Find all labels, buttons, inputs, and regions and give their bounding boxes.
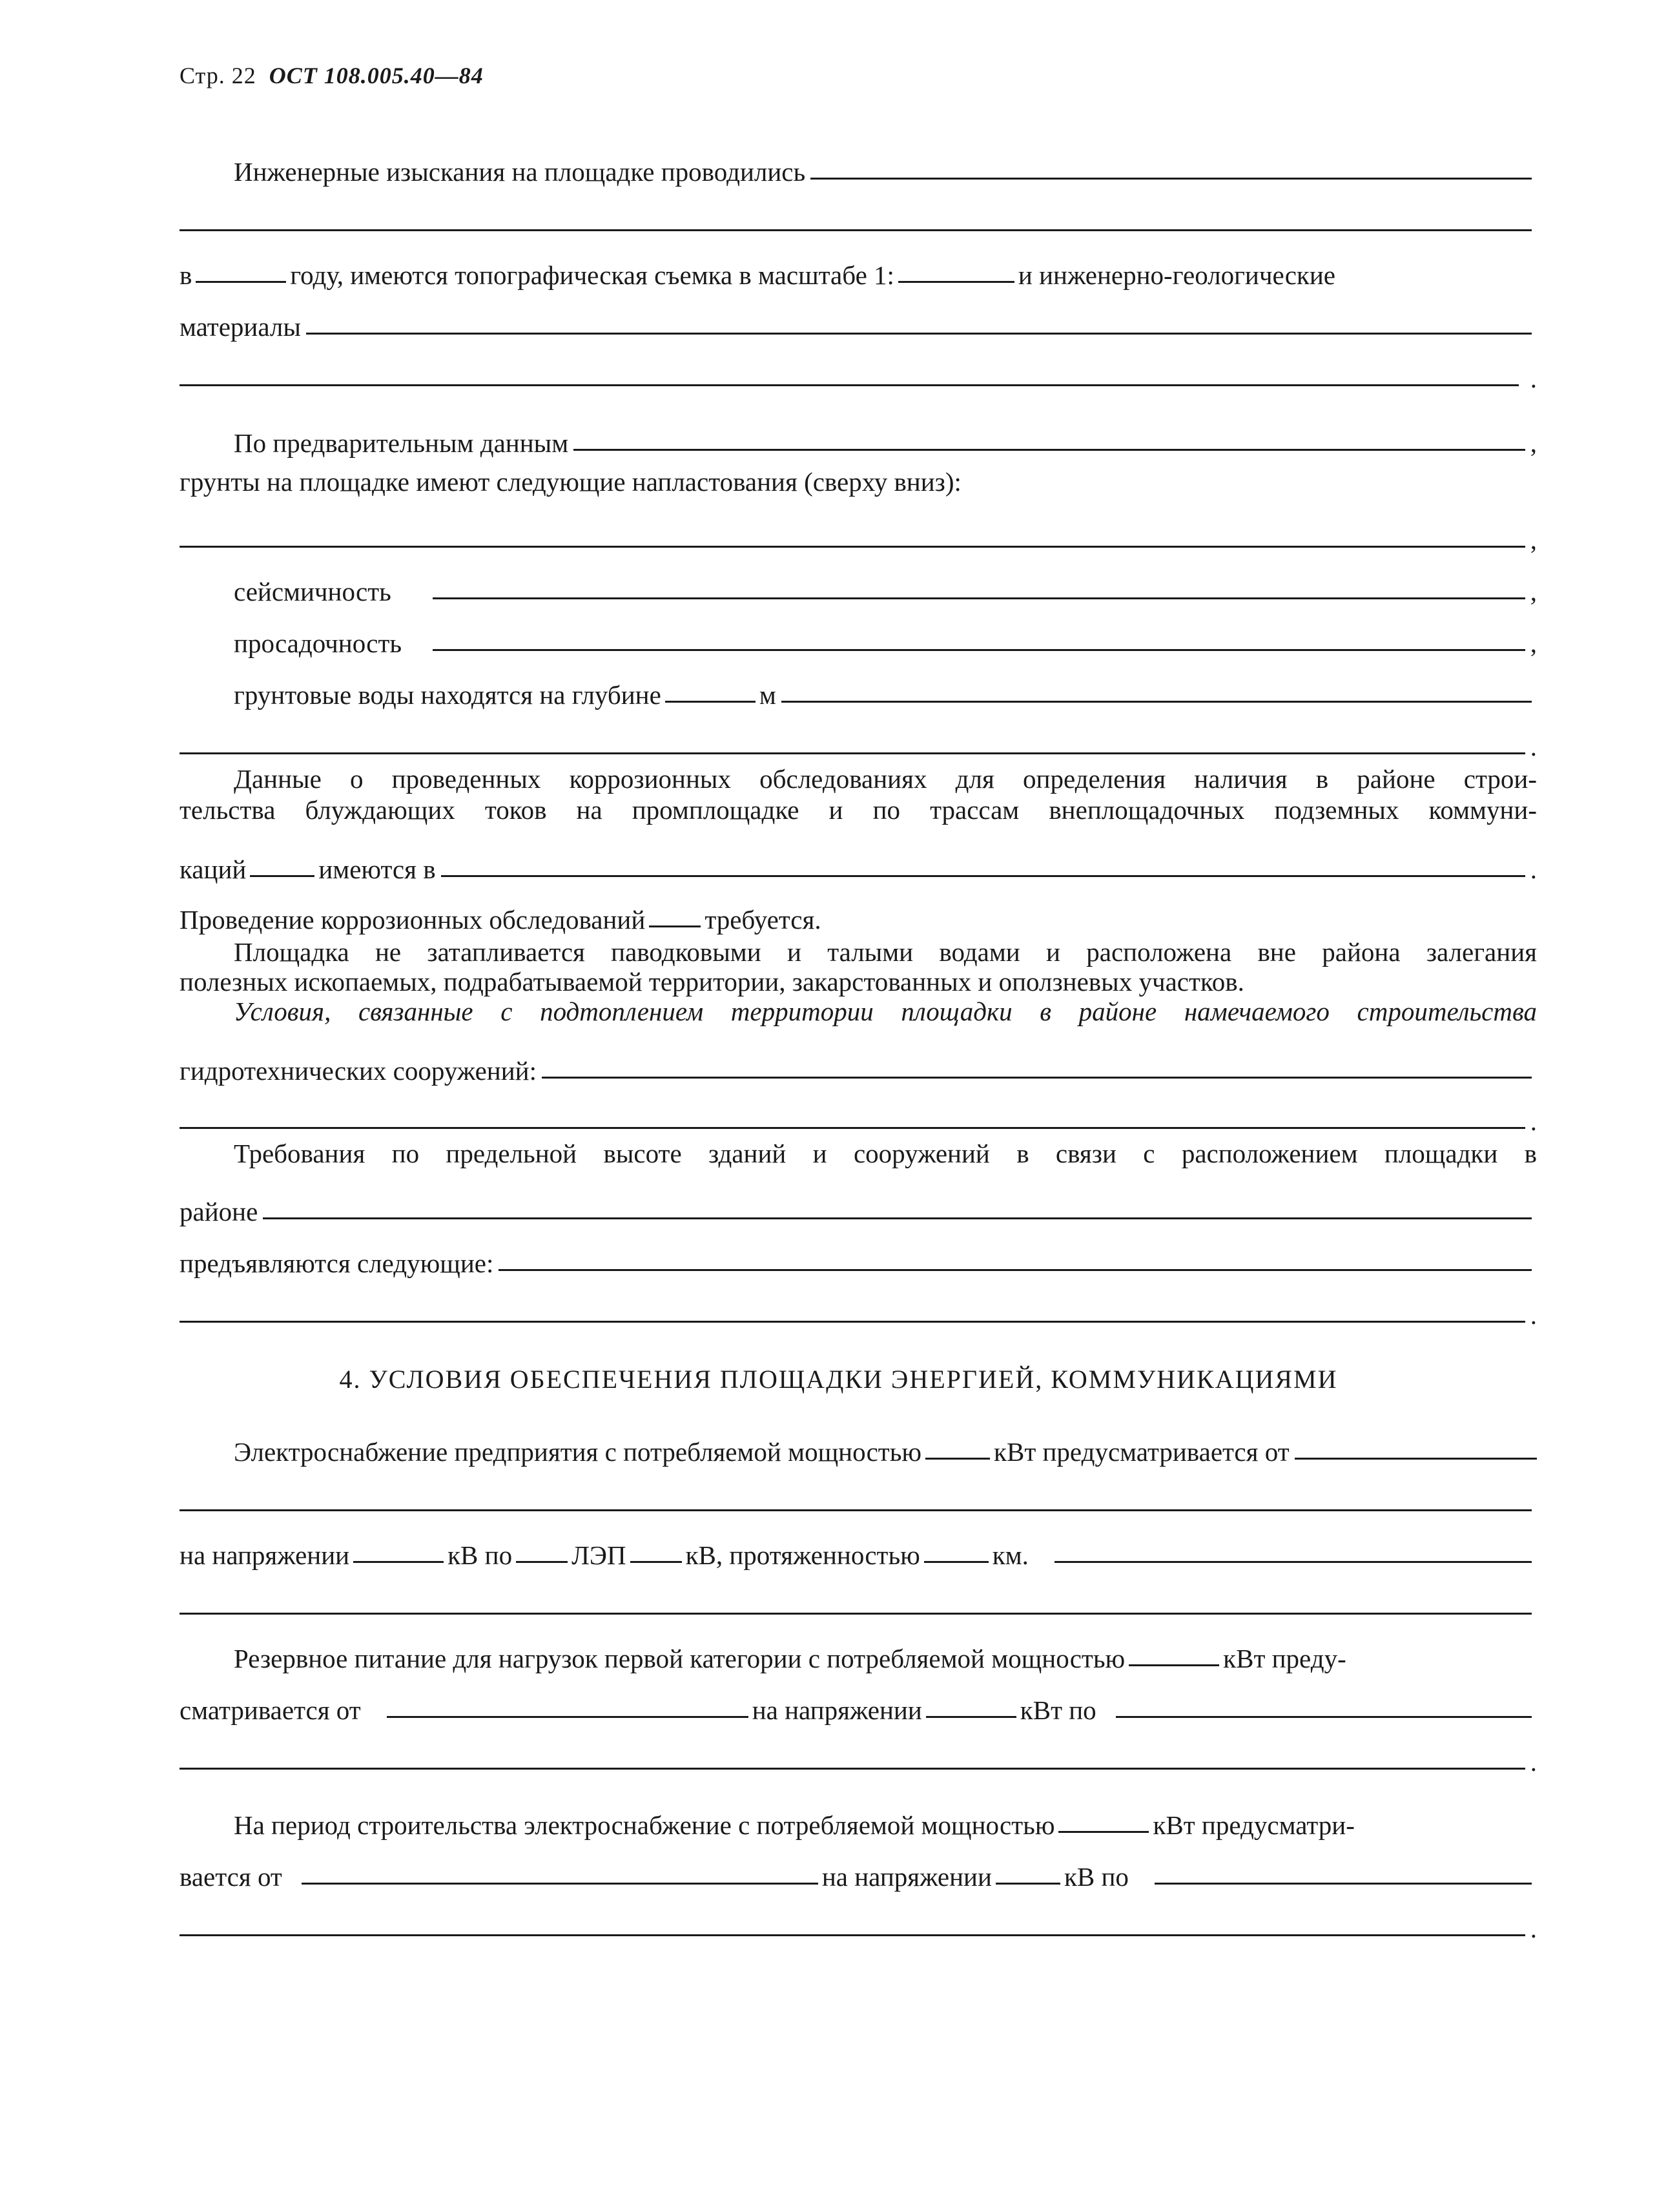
construction-voltage-blank[interactable] bbox=[996, 1883, 1060, 1885]
corrosion-paragraph bbox=[180, 763, 1537, 794]
flooding-text-1: Площадка не затапливается паводковыми и талыми водами и расположена вне района залегания bbox=[234, 937, 1537, 967]
prelim-line bbox=[234, 420, 1537, 459]
comma: , bbox=[1530, 628, 1537, 658]
construction-kv-by-label: кВ по bbox=[1064, 1862, 1129, 1892]
communications-line bbox=[180, 846, 1537, 885]
materials-blank-2[interactable] bbox=[180, 384, 1519, 386]
page-number: Стр. 22 bbox=[180, 63, 256, 88]
comma: , bbox=[1530, 428, 1537, 458]
available-where-blank[interactable] bbox=[441, 875, 1525, 877]
reserve-voltage-blank[interactable] bbox=[926, 1716, 1016, 1718]
requirements-continuation bbox=[180, 1292, 1537, 1330]
year-prefix: в bbox=[180, 260, 192, 290]
survey-blank[interactable] bbox=[810, 178, 1532, 180]
soil-line bbox=[180, 459, 1537, 497]
hydro-blank-2[interactable] bbox=[180, 1127, 1525, 1129]
district-label: районе bbox=[180, 1197, 258, 1226]
required-label: требуется. bbox=[705, 905, 821, 935]
corrosion-required-label: Проведение коррозионных обследований bbox=[180, 905, 646, 935]
prelim-blank[interactable] bbox=[573, 449, 1525, 451]
groundwater-continuation bbox=[180, 723, 1537, 762]
reserve-kw-blank[interactable] bbox=[1129, 1664, 1219, 1666]
lep-kv-blank[interactable] bbox=[630, 1561, 682, 1563]
hydro-continuation bbox=[180, 1098, 1537, 1137]
construction-label: На период строительства электроснабжение с потребляемой мощностью bbox=[234, 1810, 1055, 1840]
corrosion-required-line bbox=[180, 896, 1537, 935]
reserve-voltage-label: на напряжении bbox=[752, 1695, 922, 1725]
reserve-blank-2[interactable] bbox=[180, 1768, 1525, 1770]
length-label: кВ, протяженностью bbox=[685, 1540, 920, 1570]
reserve-by-blank[interactable] bbox=[1116, 1716, 1532, 1718]
voltage-blank[interactable] bbox=[353, 1561, 444, 1563]
materials-blank[interactable] bbox=[306, 333, 1532, 335]
year-blank[interactable] bbox=[196, 281, 286, 283]
requirements-blank-2[interactable] bbox=[180, 1321, 1525, 1323]
period: . bbox=[1530, 1106, 1537, 1136]
hydro-line bbox=[180, 1048, 1537, 1086]
groundwater-blank-2[interactable] bbox=[180, 752, 1525, 754]
power-source-blank[interactable] bbox=[1295, 1458, 1537, 1460]
power-kw-blank[interactable] bbox=[925, 1458, 990, 1460]
required-blank[interactable] bbox=[649, 925, 701, 927]
seismicity-line bbox=[234, 568, 1537, 607]
construction-kw-blank[interactable] bbox=[1058, 1831, 1149, 1833]
flooding-line-1 bbox=[180, 936, 1537, 967]
page-header bbox=[180, 62, 484, 89]
period: . bbox=[1530, 854, 1537, 884]
period: . bbox=[1530, 732, 1537, 761]
survey-label: Инженерные изыскания на площадке проводились bbox=[234, 157, 806, 187]
subsidence-line bbox=[234, 620, 1537, 659]
reserve-kw-label: кВт преду- bbox=[1223, 1644, 1346, 1673]
period: . bbox=[1530, 1747, 1537, 1777]
requirements-line bbox=[180, 1240, 1537, 1279]
power-blank-2[interactable] bbox=[180, 1509, 1532, 1511]
construction-source-line bbox=[180, 1854, 1537, 1892]
line-count-blank[interactable] bbox=[516, 1561, 568, 1563]
topo-label: году, имеются топографическая съемка в масштабе 1: bbox=[290, 260, 894, 290]
materials-label: материалы bbox=[180, 312, 301, 342]
length-blank[interactable] bbox=[924, 1561, 989, 1563]
district-line bbox=[180, 1188, 1537, 1227]
construction-source-blank[interactable] bbox=[302, 1883, 818, 1885]
prelim-label: По предварительным данным bbox=[234, 428, 569, 458]
communications-label: каций bbox=[180, 854, 247, 884]
construction-blank-2[interactable] bbox=[180, 1934, 1525, 1936]
groundwater-blank[interactable] bbox=[781, 701, 1532, 703]
reserve-line bbox=[234, 1635, 1537, 1674]
construction-from-label: вается от bbox=[180, 1862, 282, 1892]
corrosion-line-1: Данные о проведенных коррозионных обследованиях для определения наличия в районе строи- bbox=[234, 764, 1537, 794]
lep-label: ЛЭП bbox=[571, 1540, 626, 1570]
height-req-text: Требования по предельной высоте зданий и сооружений в связи с расположением площадки в bbox=[234, 1139, 1537, 1168]
district-blank[interactable] bbox=[263, 1217, 1532, 1219]
soil-blank[interactable] bbox=[180, 546, 1525, 548]
available-label: имеются в bbox=[318, 854, 436, 884]
seismicity-blank[interactable] bbox=[433, 597, 1525, 599]
kv-by-label: кВ по bbox=[448, 1540, 513, 1570]
depth-blank[interactable] bbox=[665, 701, 756, 703]
survey-blank-2[interactable] bbox=[180, 229, 1532, 231]
underflooding-text: Условия, связанные с подтоплением территории площадки в районе намечаемого строительства bbox=[234, 997, 1537, 1026]
power-from-label: кВт предусматривается от bbox=[994, 1437, 1290, 1467]
survey-line bbox=[234, 149, 1537, 187]
reserve-source-line bbox=[180, 1687, 1537, 1726]
voltage-blank-2[interactable] bbox=[180, 1613, 1532, 1615]
flooding-line-2 bbox=[180, 966, 1537, 997]
soil-label: грунты на площадке имеют следующие напластования (сверху вниз): bbox=[180, 467, 962, 497]
scale-blank[interactable] bbox=[898, 281, 1014, 283]
hydro-label: гидротехнических сооружений: bbox=[180, 1056, 537, 1086]
voltage-label: на напряжении bbox=[180, 1540, 350, 1570]
power-continuation bbox=[180, 1480, 1537, 1519]
construction-by-blank[interactable] bbox=[1155, 1883, 1532, 1885]
construction-continuation bbox=[180, 1905, 1537, 1944]
voltage-tail-blank[interactable] bbox=[1055, 1561, 1532, 1563]
flooding-text-2: полезных ископаемых, подрабатываемой территории, закарстованных и оползневых участков. bbox=[180, 967, 1244, 997]
materials-continuation bbox=[180, 355, 1537, 394]
power-line bbox=[234, 1429, 1537, 1467]
reserve-from-label: сматривается от bbox=[180, 1695, 361, 1725]
materials-line bbox=[180, 304, 1537, 342]
underflooding-line bbox=[180, 996, 1537, 1027]
voltage-line bbox=[180, 1532, 1537, 1571]
meter-unit: м bbox=[759, 680, 776, 710]
groundwater-line bbox=[234, 672, 1537, 710]
available-blank[interactable] bbox=[250, 875, 314, 877]
seismicity-label: сейсмичность bbox=[234, 577, 391, 606]
reserve-wrap bbox=[234, 1643, 1537, 1674]
construction-line bbox=[234, 1802, 1537, 1841]
reserve-label: Резервное питание для нагрузок первой категории с потребляемой мощностью bbox=[234, 1644, 1126, 1673]
period: . bbox=[1530, 1300, 1537, 1330]
hydro-blank[interactable] bbox=[542, 1077, 1532, 1079]
groundwater-label: грунтовые воды находятся на глубине bbox=[234, 680, 661, 710]
soil-blank-line bbox=[180, 517, 1537, 555]
power-label: Электроснабжение предприятия с потребляемой мощностью bbox=[234, 1437, 922, 1467]
period: . bbox=[1530, 364, 1537, 393]
standard-code: ОСТ 108.005.40—84 bbox=[269, 63, 484, 88]
km-label: км. bbox=[992, 1540, 1029, 1570]
voltage-continuation bbox=[180, 1584, 1537, 1622]
height-req-line bbox=[180, 1138, 1537, 1169]
requirements-blank[interactable] bbox=[499, 1269, 1532, 1271]
subsidence-label: просадочность bbox=[234, 628, 402, 658]
requirements-label: предъявляются следующие: bbox=[180, 1248, 494, 1278]
reserve-kw-by-label: кВт по bbox=[1020, 1695, 1096, 1725]
section-title: 4. УСЛОВИЯ ОБЕСПЕЧЕНИЯ ПЛОЩАДКИ ЭНЕРГИЕЙ, КОММУНИКАЦИЯМИ bbox=[339, 1365, 1338, 1394]
year-line bbox=[180, 252, 1537, 291]
construction-voltage-label: на напряжении bbox=[821, 1862, 992, 1892]
comma: , bbox=[1530, 525, 1537, 555]
subsidence-blank[interactable] bbox=[433, 649, 1525, 651]
reserve-source-blank[interactable] bbox=[387, 1716, 748, 1718]
survey-continuation bbox=[180, 200, 1537, 239]
period: . bbox=[1530, 1914, 1537, 1943]
construction-kw-label: кВт предусматри- bbox=[1153, 1810, 1355, 1840]
reserve-continuation bbox=[180, 1739, 1537, 1777]
reserve-inner bbox=[234, 1643, 1537, 1674]
comma: , bbox=[1530, 577, 1537, 606]
corrosion-line-2: тельства блуждающих токов на промплощадке и по трассам внеплощадочных подземных коммуни- bbox=[180, 795, 1537, 825]
corrosion-paragraph-2 bbox=[180, 794, 1537, 825]
geo-label: и инженерно-геологические bbox=[1018, 260, 1335, 290]
